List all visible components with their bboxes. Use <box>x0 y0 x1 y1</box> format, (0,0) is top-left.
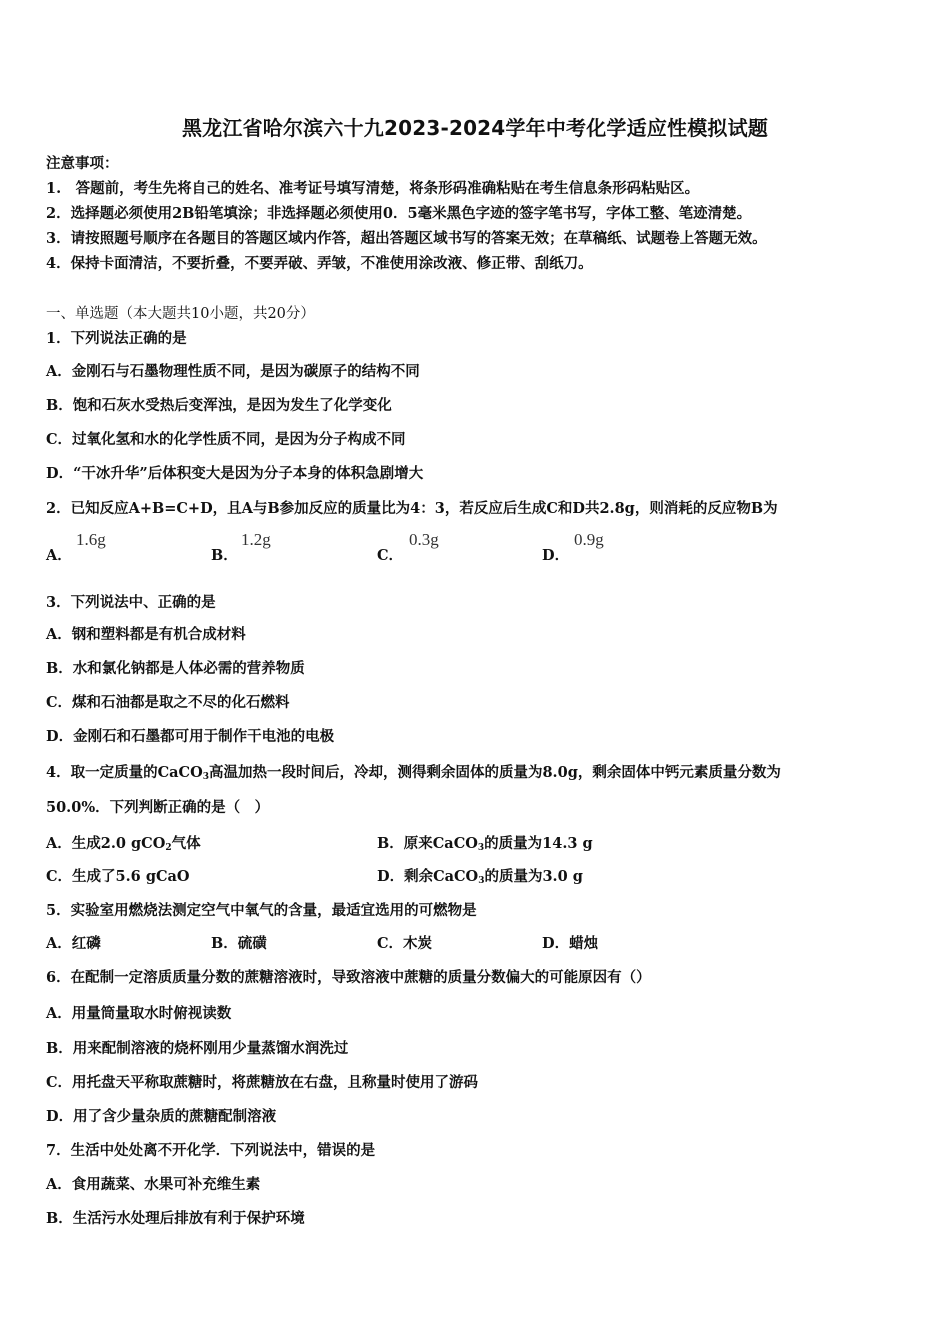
question-1-option-b: B．饱和石灰水受热后变浑浊，是因为发生了化学变化 <box>46 397 392 414</box>
question-1-option-d: D．“干冰升华”后体积变大是因为分子本身的体积急剧增大 <box>46 465 424 482</box>
q4-option-d-part: 的质量为3.0 g <box>484 868 583 885</box>
question-6-option-d: D．用了含少量杂质的蔗糖配制溶液 <box>46 1108 277 1125</box>
notice-item: 4．保持卡面清洁，不要折叠，不要弄破、弄皱，不准使用涂改液、修正带、刮纸刀。 <box>46 255 593 272</box>
question-1-option-c: C．过氧化氢和水的化学性质不同，是因为分子构成不同 <box>46 431 406 448</box>
question-4-option-c: C．生成了5.6 gCaO <box>46 868 190 885</box>
q4-option-a-subscript: 2 <box>165 843 172 853</box>
question-7-stem: 7．生活中处处离不开化学．下列说法中，错误的是 <box>46 1142 376 1159</box>
question-4-option-a <box>46 832 201 853</box>
question-3-option-c: C．煤和石油都是取之不尽的化石燃料 <box>46 694 290 711</box>
notice-heading: 注意事项： <box>46 155 119 172</box>
q4-option-d-part: D．剩余CaCO <box>377 868 479 885</box>
notice-item: 3．请按照题号顺序在各题目的答题区域内作答，超出答题区域书写的答案无效；在草稿纸、试题卷上答题无效。 <box>46 230 767 247</box>
question-5-stem: 5．实验室用燃烧法测定空气中氧气的含量，最适宜选用的可燃物是 <box>46 902 477 919</box>
question-2-stem: 2．已知反应A+B=C+D，且A与B参加反应的质量比为4：3，若反应后生成C和D共2.8g，则消耗的反应物B为 <box>46 500 778 517</box>
question-2-option-d-value: 0.9g <box>574 530 604 549</box>
question-5-option-b: B．硫磺 <box>211 935 267 952</box>
q4-option-a-part: 气体 <box>171 835 201 852</box>
q4-option-b-part: 的质量为14.3 g <box>484 835 593 852</box>
question-6-option-c: C．用托盘天平称取蔗糖时，将蔗糖放在右盘，且称量时使用了游码 <box>46 1074 479 1091</box>
question-2-option-d-letter: D． <box>542 547 570 564</box>
question-7-option-a: A．食用蔬菜、水果可补充维生素 <box>46 1176 261 1193</box>
question-7-option-b: B．生活污水处理后排放有利于保护环境 <box>46 1210 305 1227</box>
question-4-stem <box>46 761 781 782</box>
question-2-option-c-value: 0.3g <box>409 530 439 549</box>
q4-option-b-subscript: 3 <box>477 843 485 853</box>
question-4-stem-cont: 50.0%．下列判断正确的是（ ） <box>46 799 270 816</box>
q4-stem-part: 4．取一定质量的CaCO <box>46 764 203 781</box>
notice-item: 1. 答题前，考生先将自己的姓名、准考证号填写清楚，将条形码准确粘贴在考生信息条形码粘贴区。 <box>46 180 700 197</box>
q4-option-b-part: B．原来CaCO <box>377 835 478 852</box>
question-3-option-d: D．金刚石和石墨都可用于制作干电池的电极 <box>46 728 335 745</box>
question-3-stem: 3．下列说法中、正确的是 <box>46 594 216 611</box>
q4-stem-part: 高温加热一段时间后，冷却，测得剩余固体的质量为8.0g，剩余固体中钙元素质量分数为 <box>208 764 781 781</box>
question-2-option-c-letter: C． <box>377 547 404 564</box>
section-heading: 一、单选题（本大题共10小题，共20分） <box>46 306 315 322</box>
question-4-option-b <box>377 832 593 853</box>
question-5-option-a: A．红磷 <box>46 935 101 952</box>
question-6-stem: 6．在配制一定溶质质量分数的蔗糖溶液时，导致溶液中蔗糖的质量分数偏大的可能原因有（） <box>46 969 651 986</box>
page-title: 黑龙江省哈尔滨六十九2023-2024学年中考化学适应性模拟试题 <box>181 116 769 140</box>
question-5-option-c: C．木炭 <box>377 935 433 952</box>
question-6-option-b: B．用来配制溶液的烧杯刚用少量蒸馏水润洗过 <box>46 1040 349 1057</box>
question-2-option-a-letter: A． <box>46 547 72 564</box>
question-2-option-a-value: 1.6g <box>76 530 106 549</box>
question-2-option-b-letter: B． <box>211 547 238 564</box>
question-2-option-b-value: 1.2g <box>241 530 271 549</box>
question-1-stem: 1．下列说法正确的是 <box>46 330 187 347</box>
q4-option-a-part: A．生成2.0 gCO <box>46 835 166 852</box>
q4-stem-subscript: 3 <box>202 772 209 782</box>
question-6-option-a: A．用量筒量取水时俯视读数 <box>46 1005 232 1022</box>
question-4-option-d <box>377 865 583 886</box>
question-5-option-d: D．蜡烛 <box>542 935 599 952</box>
question-3-option-b: B．水和氯化钠都是人体必需的营养物质 <box>46 660 305 677</box>
q4-option-d-subscript: 3 <box>478 876 485 886</box>
question-1-option-a: A．金刚石与石墨物理性质不同，是因为碳原子的结构不同 <box>46 363 420 380</box>
question-3-option-a: A．钢和塑料都是有机合成材料 <box>46 626 246 643</box>
notice-item: 2．选择题必须使用2B铅笔填涂；非选择题必须使用0．5毫米黑色字迹的签字笔书写，字体工整、笔迹清楚。 <box>46 205 752 222</box>
